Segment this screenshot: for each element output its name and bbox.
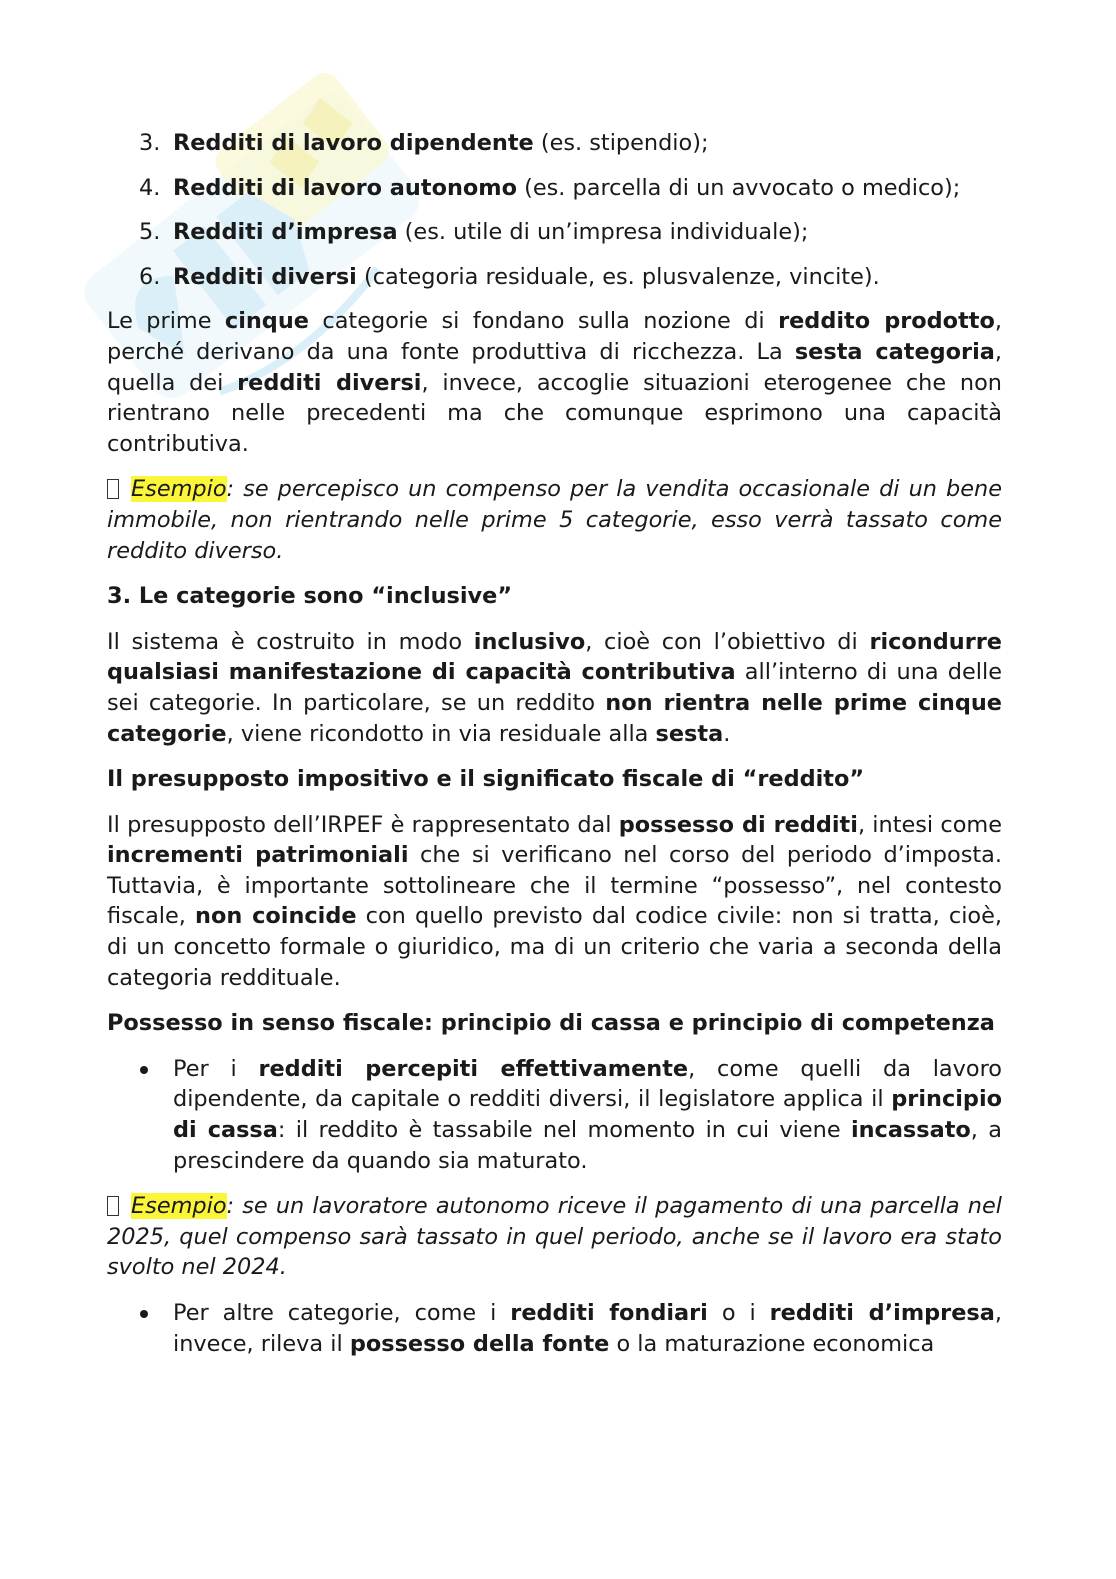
example-label: Esempio (131, 476, 227, 503)
bullet-list (107, 1054, 1002, 1176)
document-page (107, 128, 1002, 1374)
list-item-bold: Redditi d’impresa (173, 219, 398, 246)
list-number: 5. (139, 219, 161, 246)
list-item (107, 217, 1002, 248)
list-item-text: (es. stipendio); (533, 130, 709, 156)
paragraph-presupposto: Il presupposto dell’IRPEF è rappresentato dal possesso di redditi, intesi come incrementi patrimoniali che si verificano nel corso del periodo d’imposta. Tuttavia, è importante sottolineare che il termine “possesso”, nel contesto fiscale, non coincide con quello previsto dal codice civile: non si tratta, cioè, di un concetto formale o giuridico, ma di un criterio che varia a seconda della categoria reddituale. (107, 811, 1003, 991)
list-item-bold: Redditi di lavoro autonomo (173, 174, 517, 201)
list-item: Per i redditi percepiti effettivamente, come quelli da lavoro dipendente, da capitale o redditi diversi, il legislatore applica il principio di cassa: il reddito è tassabile nel momento in cui viene incassato, a prescindere da quando sia maturato. (107, 1054, 1002, 1176)
paragraph-inclusive: Il sistema è costruito in modo inclusivo, cioè con l’obiettivo di ricondurre qualsiasi manifestazione di capacità contributiva all’interno di una delle sei categorie. In particolare, se un reddito non rientra nelle prime cinque categorie, viene ricondotto in via residuale alla sesta. (107, 628, 1002, 747)
list-item-text: (es. parcella di un avvocato o medico); (516, 174, 961, 201)
example-text: : se percepisco un compenso per la vendita occasionale di un bene immobile, non rientrando nelle prime 5 categorie, esso verrà tassato come reddito diverso. (107, 476, 1002, 564)
example-text: : se un lavoratore autonomo riceve il pagamento di una parcella nel 2025, quel compenso sarà tassato in quel periodo, anche se il lavoro era stato svolto nel 2024. (107, 1193, 1002, 1281)
bullet-icon (140, 1310, 148, 1318)
paragraph-categories: Le prime cinque categorie si fondano sulla nozione di reddito prodotto, perché derivano da una fonte produttiva di ricchezza. La sesta categoria, quella dei redditi diversi, invece, accoglie situazioni eterogenee che non rientrano nelle precedenti ma che comunque esprimono una capacità contributiva. (107, 308, 1002, 457)
categories-list (107, 128, 1002, 292)
placeholder-glyph-icon (107, 1196, 119, 1216)
list-number: 4. (139, 174, 161, 201)
bullet-icon (140, 1066, 148, 1074)
list-item: Per altre categorie, come i redditi fondiari o i redditi d’impresa, invece, rileva il possesso della fonte o la maturazione economica (107, 1298, 1002, 1359)
placeholder-glyph-icon (107, 479, 119, 499)
list-item-bold: Redditi di lavoro dipendente (173, 130, 534, 156)
list-item-text: (categoria residuale, es. plusvalenze, vincite). (356, 263, 880, 290)
bullet-list (107, 1298, 1002, 1359)
list-item (107, 262, 1002, 293)
list-item (107, 128, 1002, 159)
list-item (107, 173, 1002, 204)
example-note (107, 1191, 1002, 1283)
example-label: Esempio (131, 1193, 227, 1220)
example-note (107, 474, 1002, 566)
section-heading: Il presupposto impositivo e il significato fiscale di “reddito” (107, 766, 865, 793)
section-heading: 3. Le categorie sono “inclusive” (107, 583, 513, 610)
list-number: 3. (139, 130, 161, 156)
list-item-bold: Redditi diversi (173, 263, 357, 290)
section-heading: Possesso in senso fiscale: principio di cassa e principio di competenza (107, 1010, 995, 1037)
list-item-text: (es. utile di un’impresa individuale); (397, 219, 809, 246)
list-number: 6. (139, 263, 161, 290)
